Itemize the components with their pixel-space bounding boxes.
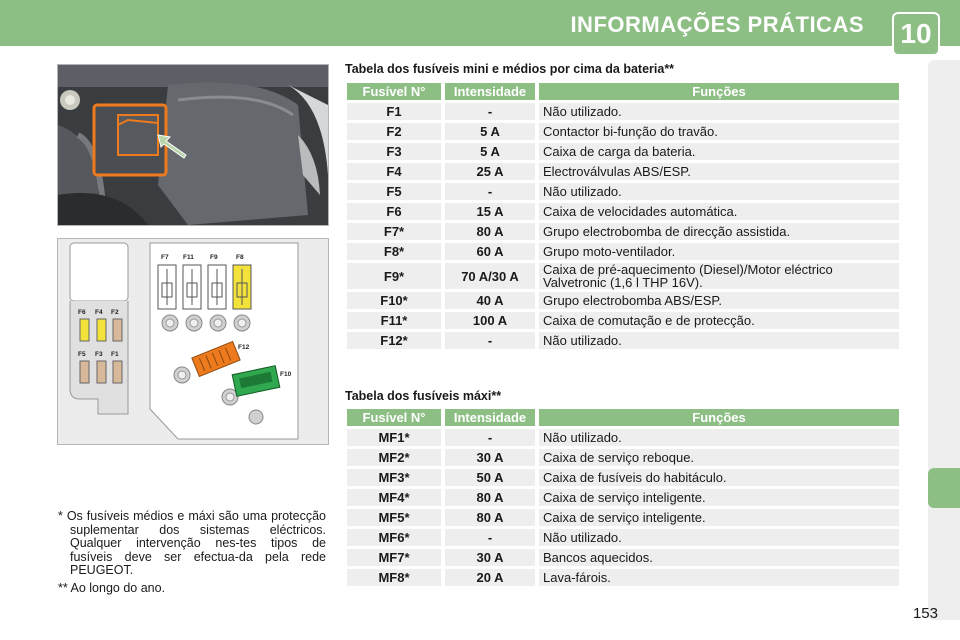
table-row: [347, 529, 899, 546]
cell-function: Electroválvulas ABS/ESP.: [539, 163, 899, 180]
table-row: [347, 223, 899, 240]
table-header-row: [347, 409, 899, 426]
table-row: [347, 143, 899, 160]
table1-title: Tabela dos fusíveis mini e médios por cima da bateria**: [345, 62, 675, 76]
table-row: [347, 243, 899, 260]
cell-function: Caixa de comutação e de protecção.: [539, 312, 899, 329]
header-functions: Funções: [539, 83, 899, 100]
label-f2: F2: [111, 309, 119, 316]
cell-function: Contactor bi-função do travão.: [539, 123, 899, 140]
cell-fuse-number: F7*: [347, 223, 441, 240]
cell-function: Caixa de serviço inteligente.: [539, 489, 899, 506]
table-row: [347, 469, 899, 486]
cell-function: Não utilizado.: [539, 183, 899, 200]
table-row: [347, 489, 899, 506]
cell-intensity: 80 A: [445, 509, 535, 526]
table-row: [347, 103, 899, 120]
header-fuse-number: Fusível N°: [347, 83, 441, 100]
cell-intensity: -: [445, 429, 535, 446]
cell-function: Grupo electrobomba de direcção assistida.: [539, 223, 899, 240]
cell-fuse-number: MF8*: [347, 569, 441, 586]
cell-function: Bancos aquecidos.: [539, 549, 899, 566]
cell-intensity: 5 A: [445, 143, 535, 160]
cell-fuse-number: MF5*: [347, 509, 441, 526]
cell-function: Grupo electrobomba ABS/ESP.: [539, 292, 899, 309]
label-f3: F3: [95, 351, 103, 358]
cell-fuse-number: F10*: [347, 292, 441, 309]
engine-bay-illustration: [58, 65, 328, 225]
label-f6: F6: [78, 309, 86, 316]
cell-function: Caixa de serviço reboque.: [539, 449, 899, 466]
cell-intensity: 30 A: [445, 549, 535, 566]
cell-fuse-number: F5: [347, 183, 441, 200]
cell-function: Caixa de carga da bateria.: [539, 143, 899, 160]
header-intensity: Intensidade: [445, 409, 535, 426]
table-row: [347, 263, 899, 289]
header-functions: Funções: [539, 409, 899, 426]
fuse-table-mini-medium: [343, 80, 903, 352]
cell-fuse-number: MF1*: [347, 429, 441, 446]
cell-fuse-number: F9*: [347, 263, 441, 289]
cell-fuse-number: F2: [347, 123, 441, 140]
cell-fuse-number: MF3*: [347, 469, 441, 486]
table2-title: Tabela dos fusíveis máxi**: [345, 389, 502, 403]
cell-function: Caixa de pré-aquecimento (Diesel)/Motor eléctrico Valvetronic (1,6 l THP 16V).: [539, 263, 899, 289]
cell-intensity: -: [445, 103, 535, 120]
label-f9: F9: [210, 254, 218, 261]
cell-intensity: -: [445, 332, 535, 349]
cell-fuse-number: MF7*: [347, 549, 441, 566]
table-row: [347, 203, 899, 220]
cell-fuse-number: F3: [347, 143, 441, 160]
chapter-badge: 10: [892, 12, 940, 56]
footnote-double-asterisk: ** Ao longo do ano.: [58, 580, 166, 595]
fuse-box-drawing: [58, 239, 328, 444]
fuse-box-diagram: [57, 238, 329, 445]
cell-function: Lava-fárois.: [539, 569, 899, 586]
cell-intensity: 50 A: [445, 469, 535, 486]
cell-intensity: 80 A: [445, 489, 535, 506]
table-row: [347, 312, 899, 329]
cell-intensity: 5 A: [445, 123, 535, 140]
cell-fuse-number: F4: [347, 163, 441, 180]
cell-intensity: -: [445, 183, 535, 200]
cell-function: Caixa de velocidades automática.: [539, 203, 899, 220]
cell-intensity: -: [445, 529, 535, 546]
cell-fuse-number: F1: [347, 103, 441, 120]
chapter-index-tab: [928, 468, 960, 508]
cell-intensity: 60 A: [445, 243, 535, 260]
cell-fuse-number: MF2*: [347, 449, 441, 466]
cell-function: Grupo moto-ventilador.: [539, 243, 899, 260]
cell-intensity: 70 A/30 A: [445, 263, 535, 289]
table-header-row: [347, 83, 899, 100]
label-f8: F8: [236, 254, 244, 261]
cell-function: Caixa de serviço inteligente.: [539, 509, 899, 526]
table-row: [347, 509, 899, 526]
table-row: [347, 569, 899, 586]
header-bar: [0, 0, 960, 46]
table-row: [347, 549, 899, 566]
header-intensity: Intensidade: [445, 83, 535, 100]
cell-intensity: 100 A: [445, 312, 535, 329]
engine-bay-photo: [57, 64, 329, 226]
cell-intensity: 15 A: [445, 203, 535, 220]
cell-intensity: 40 A: [445, 292, 535, 309]
cell-fuse-number: MF6*: [347, 529, 441, 546]
table-row: [347, 429, 899, 446]
table-row: [347, 123, 899, 140]
footnote-single-asterisk: * Os fusíveis médios e máxi são uma protecção suplementar dos sistemas eléctricos. Qualquer intervenção nes-tes tipos de fusíveis deve ser efectua-da pela rede PEUGEOT.: [58, 509, 326, 577]
fuse-table-maxi: [343, 406, 903, 589]
footnotes: [58, 510, 326, 595]
cell-fuse-number: F12*: [347, 332, 441, 349]
label-f10: F10: [280, 371, 292, 378]
cell-fuse-number: F11*: [347, 312, 441, 329]
table-row: [347, 449, 899, 466]
label-f1: F1: [111, 351, 119, 358]
page-number: 153: [912, 605, 938, 622]
cell-intensity: 30 A: [445, 449, 535, 466]
cell-function: Não utilizado.: [539, 529, 899, 546]
cell-fuse-number: F8*: [347, 243, 441, 260]
cell-intensity: 25 A: [445, 163, 535, 180]
label-f12: F12: [238, 344, 250, 351]
label-f7: F7: [161, 254, 169, 261]
table-row: [347, 292, 899, 309]
table-row: [347, 183, 899, 200]
cell-fuse-number: F6: [347, 203, 441, 220]
label-f5: F5: [78, 351, 86, 358]
page-title: INFORMAÇÕES PRÁTICAS: [570, 12, 864, 37]
cell-function: Não utilizado.: [539, 429, 899, 446]
cell-intensity: 20 A: [445, 569, 535, 586]
header-fuse-number: Fusível N°: [347, 409, 441, 426]
label-f11: F11: [183, 254, 194, 261]
cell-function: Não utilizado.: [539, 103, 899, 120]
side-index-strip: [928, 60, 960, 620]
cell-intensity: 80 A: [445, 223, 535, 240]
table-row: [347, 163, 899, 180]
cell-function: Caixa de fusíveis do habitáculo.: [539, 469, 899, 486]
cell-fuse-number: MF4*: [347, 489, 441, 506]
table-row: [347, 332, 899, 349]
cell-function: Não utilizado.: [539, 332, 899, 349]
label-f4: F4: [95, 309, 103, 316]
